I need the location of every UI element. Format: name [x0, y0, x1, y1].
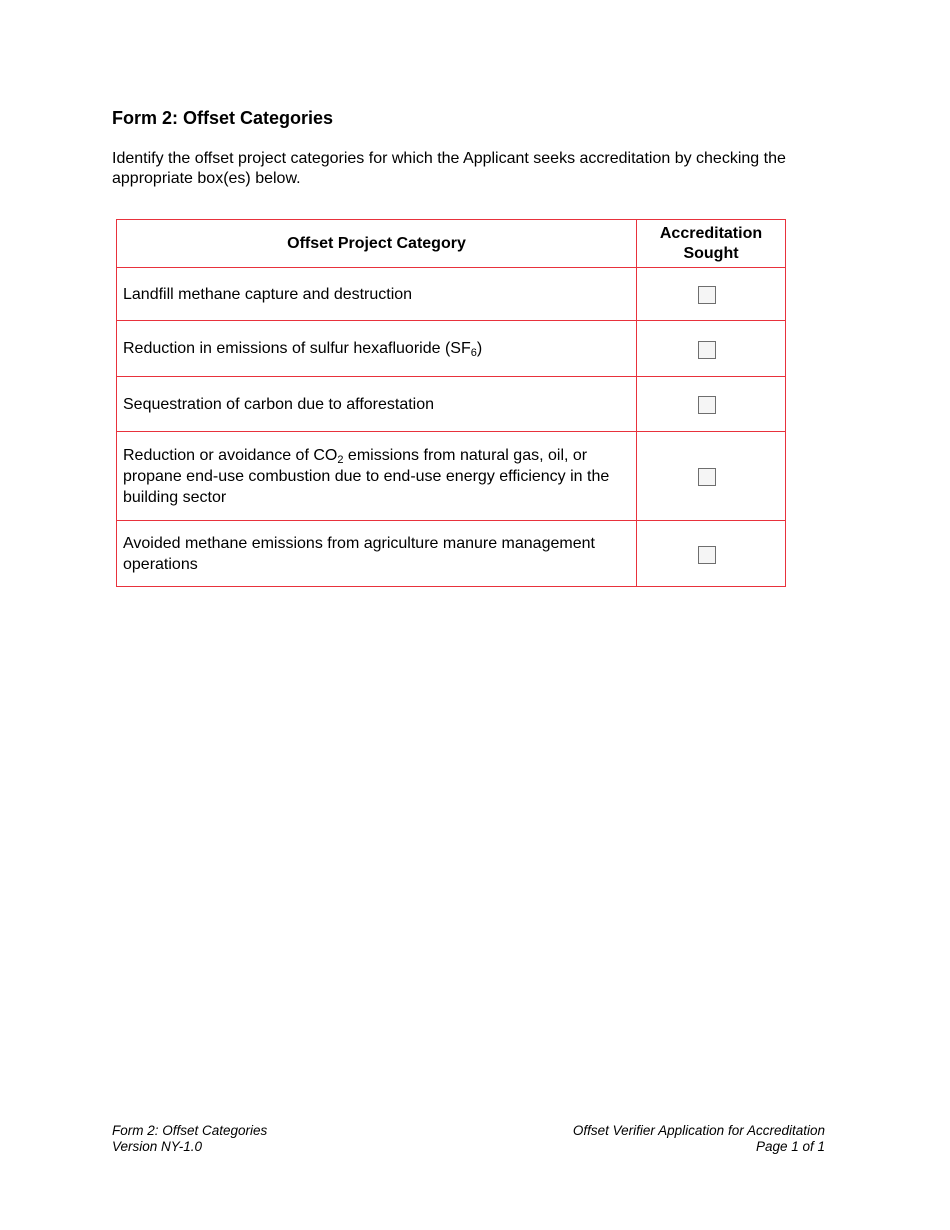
category-label-text: ) [476, 340, 483, 357]
column-header-accreditation-line2: Sought [683, 244, 739, 262]
column-header-category: Offset Project Category [117, 220, 637, 268]
accreditation-checkbox-building-efficiency[interactable] [698, 468, 716, 486]
footer-version: Version NY-1.0 [112, 1139, 203, 1154]
category-label-text: emissions from natural gas, oil, or propane end-use combustion due to end-use energy efficiency in the building sector [123, 446, 610, 506]
accreditation-checkbox-manure-management[interactable] [698, 546, 716, 564]
category-label [117, 321, 637, 377]
table-row [117, 377, 786, 432]
table-row [117, 268, 786, 321]
column-header-accreditation-line1: Accreditation [659, 224, 763, 242]
category-label: Landfill methane capture and destruction [117, 268, 637, 321]
form-instructions: Identify the offset project categories for which the Applicant seeks accreditation by checking the appropriate box(es) below. [112, 150, 786, 187]
footer-document-title: Offset Verifier Application for Accreditation [572, 1123, 825, 1138]
footer-right [573, 1123, 825, 1155]
footer-left [112, 1123, 267, 1155]
table-row [117, 432, 786, 521]
footer-page-number: Page 1 of 1 [755, 1139, 825, 1154]
checkbox-cell [637, 521, 786, 587]
checkbox-cell [637, 432, 786, 521]
category-label-text: Reduction or avoidance of CO [123, 446, 338, 464]
subscript: 2 [337, 453, 344, 466]
checkbox-cell [637, 321, 786, 377]
table-header-row [117, 220, 786, 268]
table-row [117, 321, 786, 377]
column-header-accreditation [637, 220, 786, 268]
accreditation-checkbox-sf6[interactable] [698, 341, 716, 359]
checkbox-cell [637, 268, 786, 321]
form-title: Form 2: Offset Categories [112, 108, 334, 128]
accreditation-checkbox-afforestation[interactable] [698, 396, 716, 414]
category-label [117, 432, 637, 521]
subscript: 6 [470, 347, 477, 359]
category-label: Sequestration of carbon due to afforestation [117, 377, 637, 432]
offset-category-table [116, 219, 786, 587]
checkbox-cell [637, 377, 786, 432]
category-label: Avoided methane emissions from agriculture manure management operations [117, 521, 637, 587]
footer-form-name: Form 2: Offset Categories [112, 1123, 268, 1138]
accreditation-checkbox-landfill-methane[interactable] [698, 286, 716, 304]
category-label-text: Reduction in emissions of sulfur hexafluoride (SF [123, 340, 471, 357]
table-row [117, 521, 786, 587]
